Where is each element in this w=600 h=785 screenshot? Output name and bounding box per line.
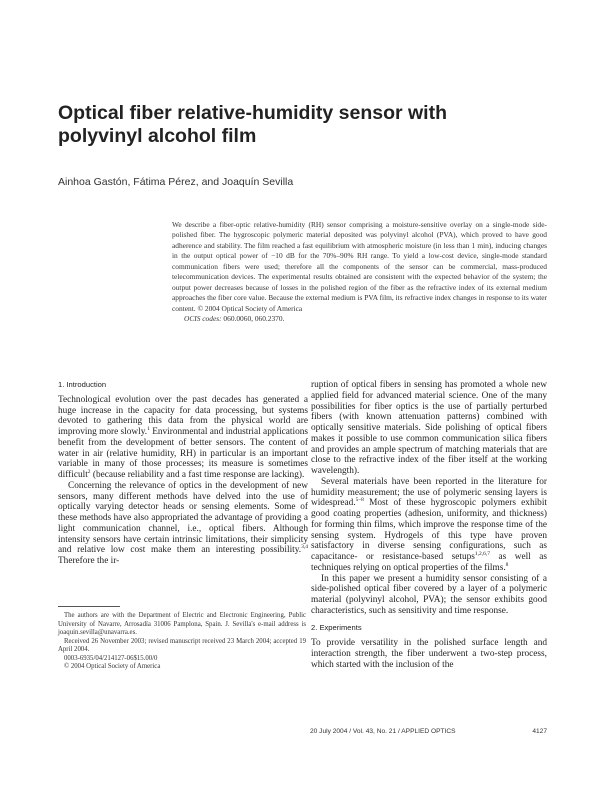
footnote-affiliation: The authors are with the Department of Electric and Electronic Engineering, Public University of Navarre, Arrosadía 31006 Pamplona, Spain. J. Sevilla's e-mail address is joaquin.sevilla@unavarra.es.	[58, 612, 306, 636]
footnote-copyright: © 2004 Optical Society of America	[64, 663, 161, 670]
text-run: (because reliability and a fast time response are lacking).	[90, 470, 305, 480]
text-run: Concerning the relevance of optics in the development of new sensors, many different methods have delved into the use of optically varying detector heads or sensing elements. Some of these methods have also appropriated the advantage of providing a light communication channel, i.e., optical fibers. Although intensity sensors have certain intrinsic limitations, their simplicity and relative low cost make them an interesting possibility.	[58, 480, 308, 556]
page-number: 4127	[532, 728, 547, 735]
reference-superscript: 8	[505, 561, 509, 568]
left-column	[58, 380, 308, 567]
text-run: Most of these hygroscopic polymers exhibit good coating properties (adhesion, uniformity, and thickness) for forming thin films, which improve the response time of the sensing system. Hydrogels of this type have proven satisfactory in diverse sensing configurations, such as capacitance- or resistance-based setups	[311, 498, 547, 562]
abstract	[172, 220, 547, 325]
footnote-received: Received 26 November 2003; revised manuscript received 23 March 2004; accepted 19 April 2004.	[58, 637, 306, 653]
footnote-code: 0003-6935/04/214127-06$15.00/0	[64, 654, 158, 662]
reference-superscript: 3,4	[301, 544, 308, 551]
right-column	[311, 380, 547, 671]
ocis-line	[172, 314, 547, 324]
section-heading-experiments: 2. Experiments	[311, 622, 362, 632]
footnote-divider	[58, 606, 120, 607]
intro-paragraph-1	[58, 395, 308, 481]
page-footer	[310, 728, 547, 735]
text-run: Technological evolution over the past decades has generated a huge increase in the capacity for data processing, but systems devoted to gathering this data from the physical world are improving more slowly.	[58, 394, 308, 437]
section-heading-introduction: 1. Introduction	[58, 380, 107, 389]
abstract-text: We describe a fiber-optic relative-humidity (RH) sensor comprising a moisture-sensitive overlay on a single-mode side-polished fiber. The hygroscopic polymeric material deposited was polyvinyl alcohol (PVA), which proved to have good adherence and stability. The film reached a fast equilibrium with atmospheric moisture (in less than 1 min), inducing changes in the output optical power of −10 dB for the 70%–90% RH range. To yield a low-cost device, single-mode standard communication fibers were used; therefore all the components of the sensor can be commercial, mass-produced telecommunication devices. The experimental results obtained are consistent with the expected behavior of the system; the output power decreases because of losses in the polished region of the fiber as the refractive index of its external medium approaches the fiber core value. Because the external medium is PVA film, its refractive index changes in response to its water content. © 2004 Optical Society of America	[172, 220, 547, 313]
reference-superscript: 2	[87, 468, 91, 475]
ocis-codes: 060.0060, 060.2370.	[223, 314, 285, 324]
reference-superscript: 1,2,6,7	[474, 550, 490, 557]
text-run: Several materials have been reported in the literature for humidity measurement; the use of polymeric sensing layers is widespread.	[311, 476, 547, 509]
intro-paragraph-4	[311, 477, 547, 574]
intro-paragraph-2	[58, 481, 308, 567]
experiments-paragraph-1: To provide versatility in the polished surface length and interaction strength, the fiber underwent a two-step process, which started with the inclusion of the	[311, 638, 547, 670]
intro-paragraph-5: In this paper we present a humidity sensor consisting of a side-polished optical fiber covered by a layer of a polymeric material (polyvinyl alcohol, PVA); the sensor exhibits good characteristics, such as sensitivity and time response.	[311, 573, 547, 616]
reference-superscript: 5–8	[355, 497, 364, 504]
footnotes	[58, 612, 306, 672]
journal-citation: 20 July 2004 / Vol. 43, No. 21 / APPLIED OPTICS	[310, 728, 456, 735]
reference-superscript: 1	[147, 425, 150, 432]
author-list: Ainhoa Gastón, Fátima Pérez, and Joaquín Sevilla	[58, 176, 294, 188]
intro-paragraph-3: ruption of optical fibers in sensing has promoted a whole new applied field for advanced material science. One of the many possibilities for fiber optics is the use of partially perturbed fibers (with known attenuation patterns) combined with optically sensitive materials. Side polishing of optical fibers makes it possible to use common communication silica fibers and provides an ample spectrum of matching materials that are close to the refractive index of the fiber itself at the working wavelength).	[311, 380, 547, 476]
article-title: Optical fiber relative-humidity sensor with polyvinyl alcohol film	[58, 102, 448, 147]
ocis-label: OCIS codes:	[184, 314, 222, 324]
text-run: Environmental and industrial applications benefit from the development of better sensors. The content of water in air (relative humidity, RH) in particular is an important variable in many of those processes; its measure is sometimes difficult	[58, 427, 308, 480]
text-run: as well as techniques relying on optical properties of the films.	[311, 552, 547, 573]
text-run: Therefore the ir-	[58, 556, 120, 566]
